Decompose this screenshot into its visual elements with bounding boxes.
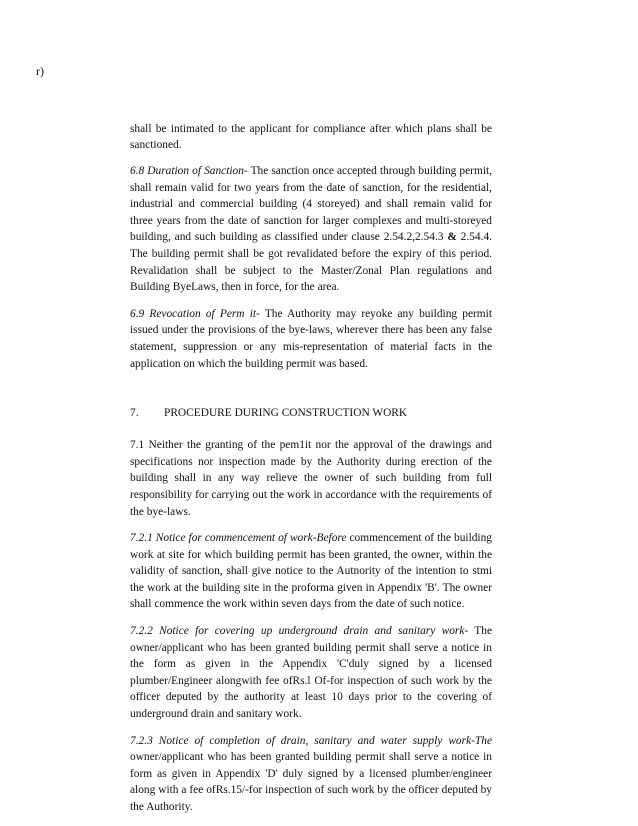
section-6-8-text-a: The sanction once accepted through building permit, shall remain valid for two years from the date of sanction, for the residential, industrial and commercial building (4 storeyed) and shall remain valid for three years from the date of sanction for larger complexes and multi-storeyed building, and such building as classified under clause 2.54.2,2.54.3 bbox=[130, 165, 492, 244]
section-7-2-2-text: The owner/applicant who has been granted building permit shall serve a notice in the form as given in the Appendix 'C'duly signed by a licensed plumber/Engineer alongwith fee ofRs.l Of-for inspection of such work by the officer deputed by the authority at least 10 days prior to the covering of underground drain and sanitary work. bbox=[130, 625, 493, 721]
section-6-9 bbox=[130, 306, 492, 372]
section-7-2-2-title: 7.2.2 Notice for covering up underground drain and sanitary work- bbox=[130, 625, 469, 638]
section-7-2-1-text: commencement of the building work at site for which building permit has been granted, the owner, within the validity of sanction, shall give notice to the Autnority of the intention to stmi the work at the building site in the proforma given in Appendix 'B'. The owner shall commence the work within seven days from the date of such notice. bbox=[130, 532, 492, 611]
section-6-8-ampersand: & bbox=[447, 231, 457, 244]
section-6-9-text: The Authority may reyoke any building permit issued under the provisions of the bye-laws, wherever there has been any false statement, suppression or any mis-representation of material facts in the application on which the building permit was based. bbox=[130, 307, 492, 370]
section-6-8-title: 6.8 Duration of Sanction- bbox=[130, 165, 248, 177]
section-6-8 bbox=[130, 163, 492, 296]
section-7-2-3-text: owner/applicant who has been granted building permit shall serve a notice in form as given in Appendix 'D' duly signed by a licensed plumber/engineer along with a fee ofRs.15/-for inspection of such work by the officer deputed by the Authority. bbox=[130, 751, 492, 813]
section-7-2-1-title: 7.2.1 Notice for commencement of work-Before bbox=[130, 532, 347, 545]
section-7-2-3 bbox=[130, 733, 492, 816]
section-6-8-text-b: 2.54.4. The building permit shall be got revalidated before the expiry of this period. Revalidation shall be subject to the Master/Zonal Plan regulations and Building ByeLaws, then in force, for the area. bbox=[130, 231, 493, 294]
section-7-2-3-title: 7.2.3 Notice of completion of drain, sanitary and water supply work-The bbox=[130, 734, 492, 747]
section-7-title: PROCEDURE DURING CONSTRUCTION WORK bbox=[164, 407, 408, 420]
section-7-2-2 bbox=[130, 623, 492, 723]
section-7-1: 7.1 Neither the granting of the pem1it nor the approval of the drawings and specifications nor inspection made by the Authority during erection of the building shall in any way relieve the owner of such building from full responsibility for carrying out the work in accordance with the requirements of the bye-laws. bbox=[130, 439, 492, 518]
section-7-heading bbox=[130, 405, 492, 421]
intro-paragraph: shall be intimated to the applicant for compliance after which plans shall be sanctioned. bbox=[130, 123, 492, 151]
corner-mark: r) bbox=[36, 64, 44, 78]
section-7-2-1 bbox=[130, 530, 492, 613]
section-6-9-title: 6.9 Revocation of Perm it- bbox=[130, 307, 260, 320]
document-body bbox=[130, 122, 492, 816]
section-7-number: 7. bbox=[130, 407, 139, 420]
